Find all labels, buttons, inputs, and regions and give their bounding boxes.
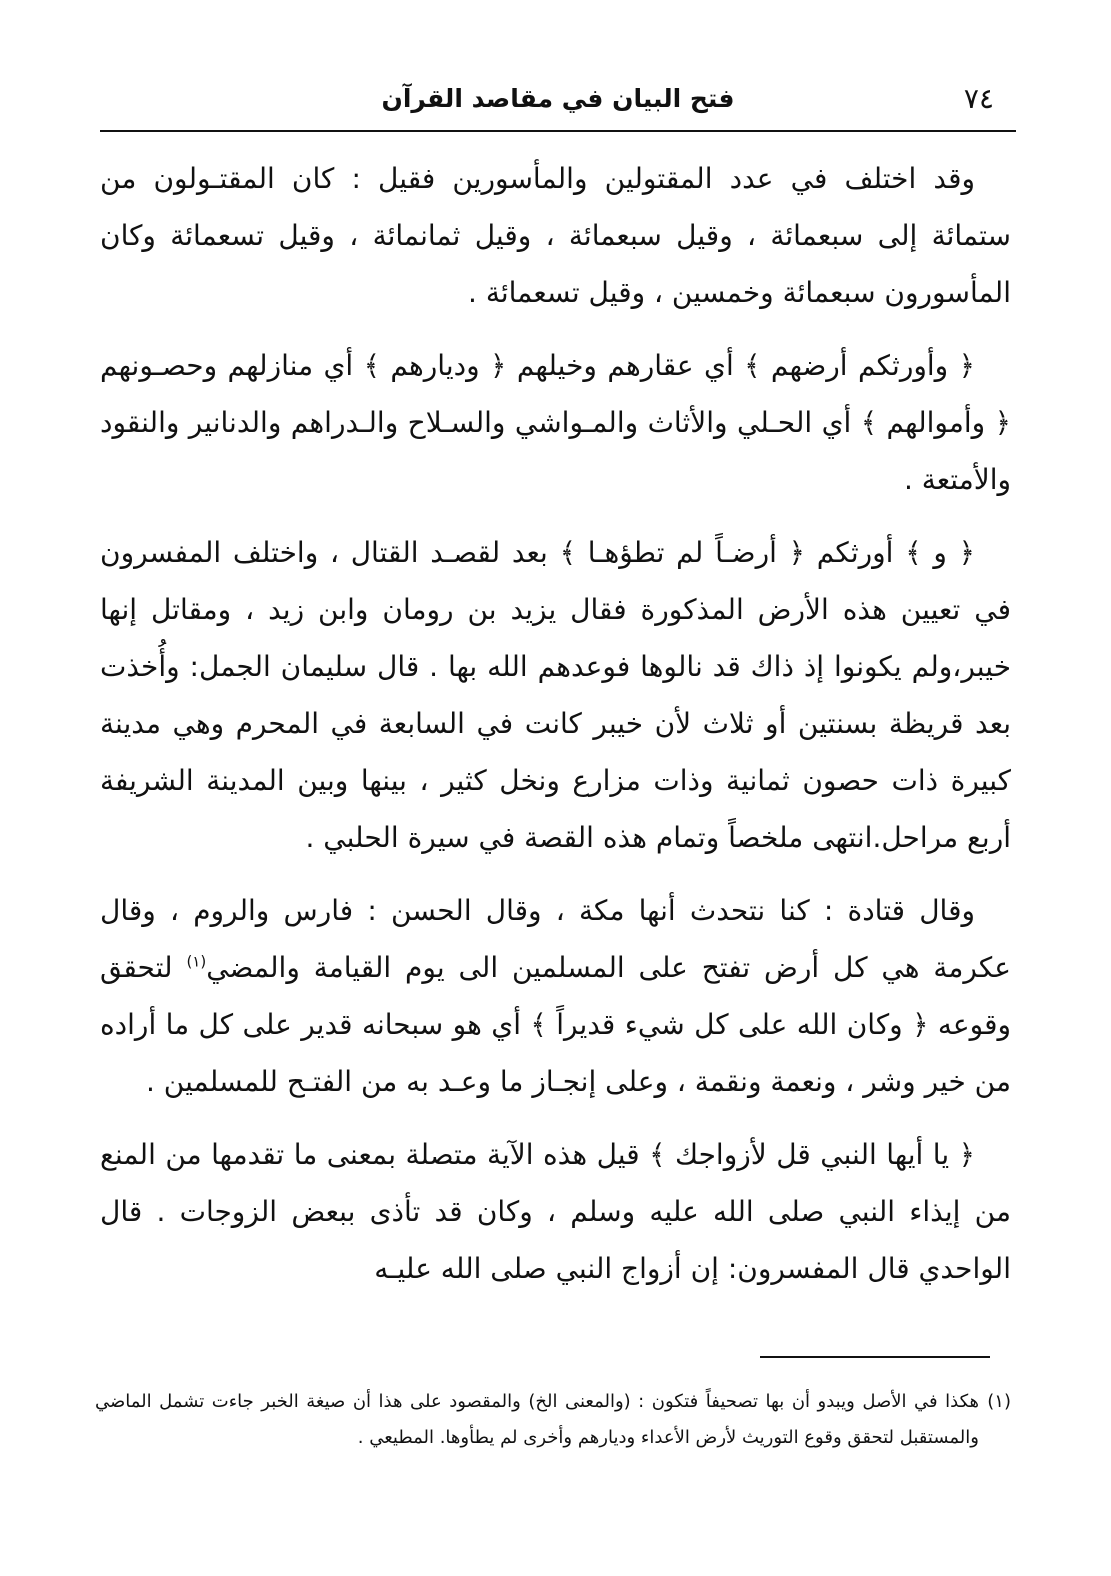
paragraph: ﴿ يا أيها النبي قل لأزواجك ﴾ قيل هذه الآية متصلة بمعنى ما تقدمها من المنع من إيذاء النبي صلى الله عليه وسلم ، وكان قد تأذى ببعض الزوجات . قال الواحدي قال المفسرون: إن أزواج النبي صلى الله عليـه bbox=[100, 1138, 1011, 1285]
running-title: فتح البيان في مقاصد القرآن bbox=[381, 84, 735, 113]
paragraph: ﴿ وأورثكم أرضهم ﴾ أي عقارهم وخيلهم ﴿ وديارهم ﴾ أي منازلهم وحصـونهم ﴿ وأموالهم ﴾ أي الحـلي والأثاث والمـواشي والسـلاح والـدراهم والدنانير والنقود والأمتعة . bbox=[100, 349, 1011, 496]
paragraph-text: لتحقق bbox=[100, 951, 187, 984]
page-header bbox=[100, 70, 1016, 132]
footnote-text: هكذا في الأصل ويبدو أن بها تصحيفاً فتكون : (والمعنى الخ) والمقصود على هذا أن صيغة الخبر جاءت تشمل الماضي والمستقبل لتحقق وقوع التوريث لأرض الأعداء وديارهم وأخرى لم يطأوها. المطيعي . bbox=[95, 1391, 979, 1448]
paragraph bbox=[100, 882, 1011, 1110]
paragraph-text: وقوعه ﴿ وكان الله على كل شيء قديراً ﴾ أي هو سبحانه قدير على كل ما أراده من خير وشر ، ونعمة ونقمة ، وعلى إنجـاز ما وعـد به من الفتـح للمسلمين . bbox=[100, 1008, 1011, 1098]
paragraph-text: وقال قتادة : كنا نتحدث أنها مكة ، وقال الحسن : فارس والروم ، وقال عكرمة هي كل أرض تفتح على المسلمين الى يوم القيامة والمضي bbox=[100, 894, 1011, 984]
page-number: ٧٤ bbox=[963, 82, 994, 115]
main-text bbox=[100, 150, 1011, 1297]
footnote bbox=[95, 1384, 1011, 1456]
footnote-separator bbox=[760, 1356, 990, 1358]
footnotes bbox=[95, 1384, 1011, 1456]
paragraph: وقد اختلف في عدد المقتولين والمأسورين فقيل : كان المقتـولون من ستمائة إلى سبعمائة ، وقيل سبعمائة ، وقيل ثمانمائة ، وقيل تسعمائة وكان المأسورون سبعمائة وخمسين ، وقيل تسعمائة . bbox=[100, 162, 1011, 309]
footnote-number: (١) bbox=[987, 1391, 1011, 1412]
footnote-reference: (١) bbox=[186, 952, 207, 971]
paragraph: ﴿ و ﴾ أورثكم ﴿ أرضـاً لم تطؤهـا ﴾ بعد لقصـد القتال ، واختلف المفسرون في تعيين هذه الأرض المذكورة فقال يزيد بن رومان وابن زيد ، ومقاتل إنها خيبر،ولم يكونوا إذ ذاك قد نالوها فوعدهم الله بها . قال سليمان الجمل: وأُخذت بعد قريظة بسنتين أو ثلاث لأن خيبر كانت في السابعة في المحرم وهي مدينة كبيرة ذات حصون ثمانية وذات مزارع ونخل كثير ، بينها وبين المدينة الشريفة أربع مراحل.انتهى ملخصاً وتمام هذه القصة في سيرة الحلبي . bbox=[100, 536, 1011, 854]
